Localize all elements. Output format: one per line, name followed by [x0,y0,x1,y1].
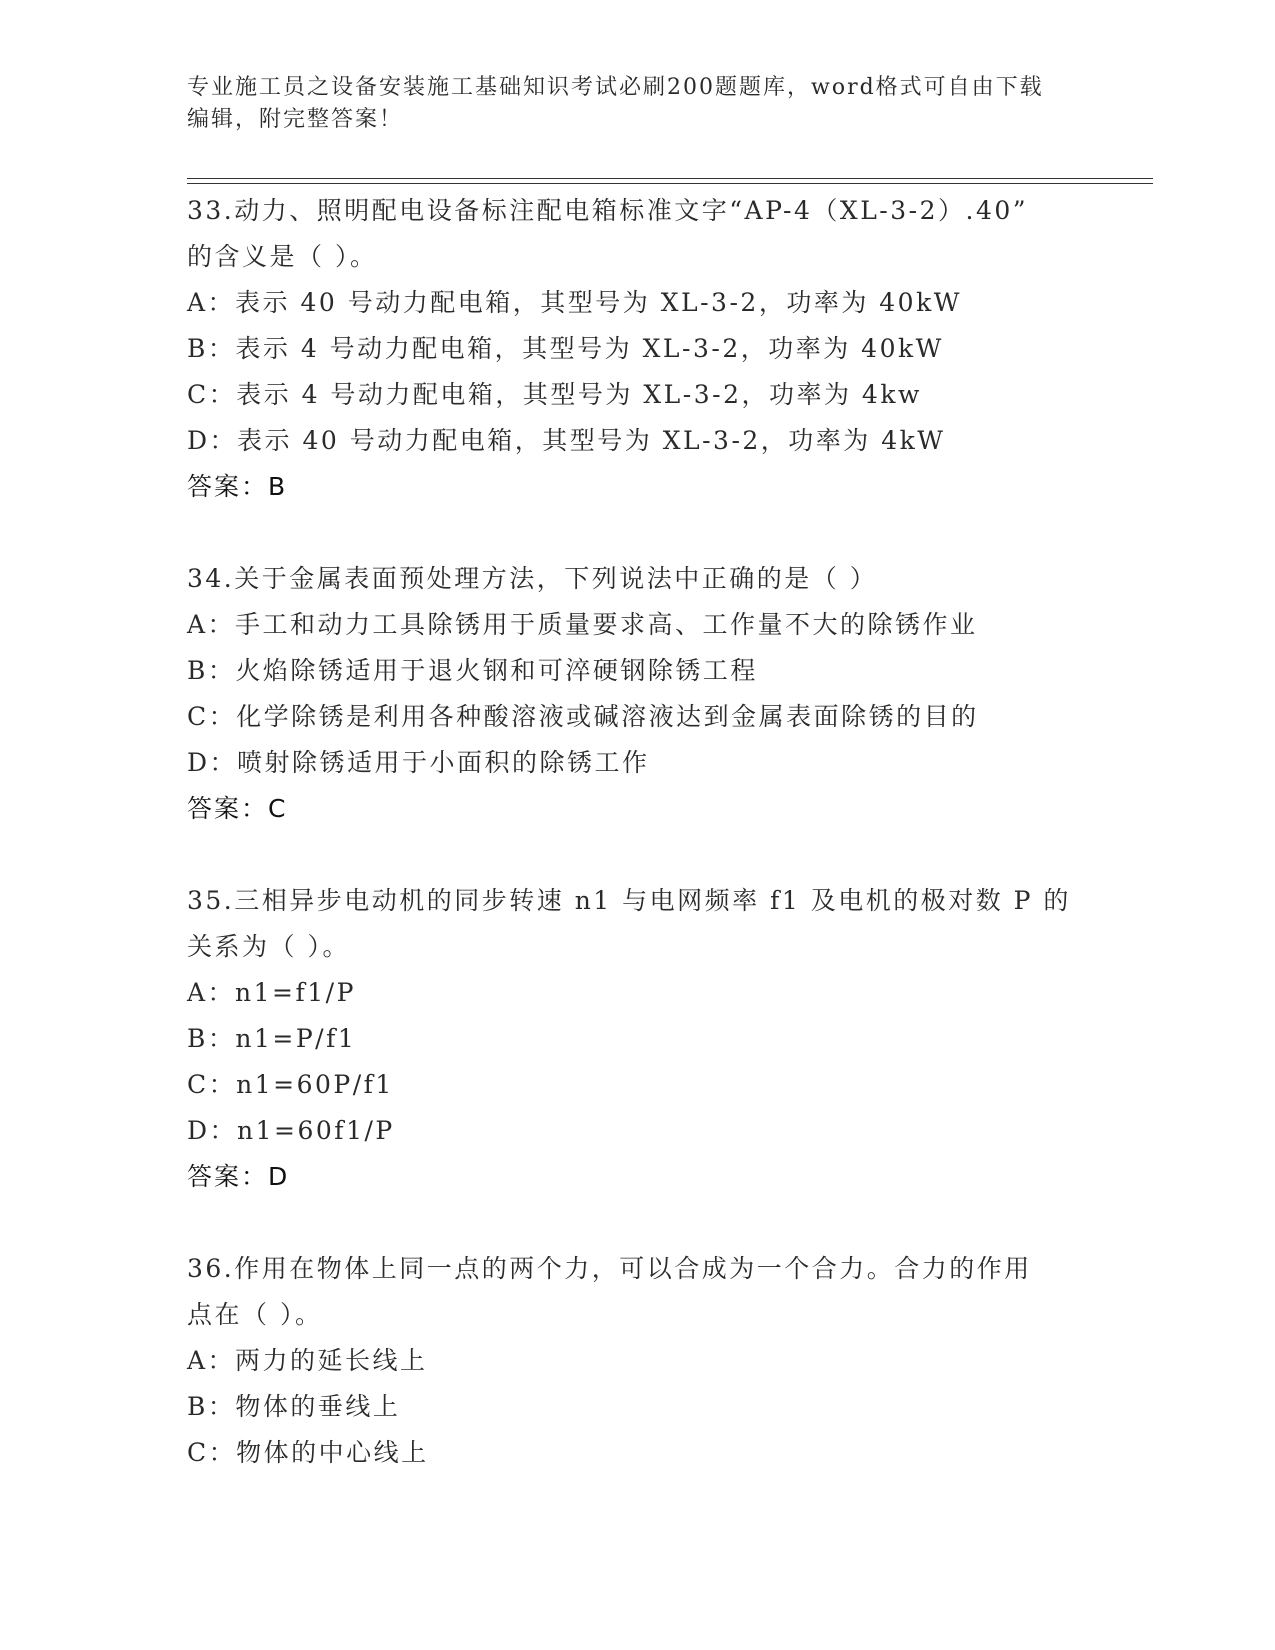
question-stem: 点在（ ）。 [187,1300,323,1329]
option-b: B：n1=P/f1 [187,1024,357,1053]
option-a: A：两力的延长线上 [187,1346,428,1375]
option-b: B：表示 4 号动力配电箱，其型号为 XL-3-2，功率为 40kW [187,334,944,363]
question-36 [187,1246,1087,1476]
question-list [187,188,1087,1522]
option-d: D：n1=60f1/P [187,1116,395,1145]
header-line-1: 专业施工员之设备安装施工基础知识考试必刷200题题库，word格式可自由下载 [187,75,1044,100]
question-stem: 的含义是（ ）。 [187,242,378,271]
option-d: D：表示 40 号动力配电箱，其型号为 XL-3-2，功率为 4kW [187,426,946,455]
option-d: D：喷射除锈适用于小面积的除锈工作 [187,748,650,777]
option-a: A：手工和动力工具除锈用于质量要求高、工作量不大的除锈作业 [187,610,978,639]
question-stem: 36.作用在物体上同一点的两个力，可以合成为一个合力。合力的作用 [187,1254,1032,1283]
answer-line: 答案：D [187,1162,290,1191]
answer-line: 答案：B [187,472,288,501]
option-b: B：火焰除锈适用于退火钢和可淬硬钢除锈工程 [187,656,758,685]
option-a: A：n1=f1/P [187,978,356,1007]
header-divider-bottom [187,183,1153,184]
question-stem: 34.关于金属表面预处理方法，下列说法中正确的是（ ） [187,564,878,593]
option-c: C：表示 4 号动力配电箱，其型号为 XL-3-2，功率为 4kw [187,380,922,409]
question-stem: 33.动力、照明配电设备标注配电箱标准文字“AP-4（XL-3-2）.40” [187,196,1029,225]
option-c: C：化学除锈是利用各种酸溶液或碱溶液达到金属表面除锈的目的 [187,702,979,731]
document-header [187,72,1067,136]
question-33 [187,188,1087,510]
header-divider-top [187,178,1153,179]
option-c: C：n1=60P/f1 [187,1070,394,1099]
question-stem: 35.三相异步电动机的同步转速 n1 与电网频率 f1 及电机的极对数 P 的 [187,886,1071,915]
option-a: A：表示 40 号动力配电箱，其型号为 XL-3-2，功率为 40kW [187,288,962,317]
answer-line: 答案：C [187,794,288,823]
option-b: B：物体的垂线上 [187,1392,401,1421]
question-34 [187,556,1087,832]
question-stem: 关系为（ ）。 [187,932,350,961]
question-35 [187,878,1087,1200]
option-c: C：物体的中心线上 [187,1438,429,1467]
header-line-2: 编辑，附完整答案！ [187,107,404,132]
